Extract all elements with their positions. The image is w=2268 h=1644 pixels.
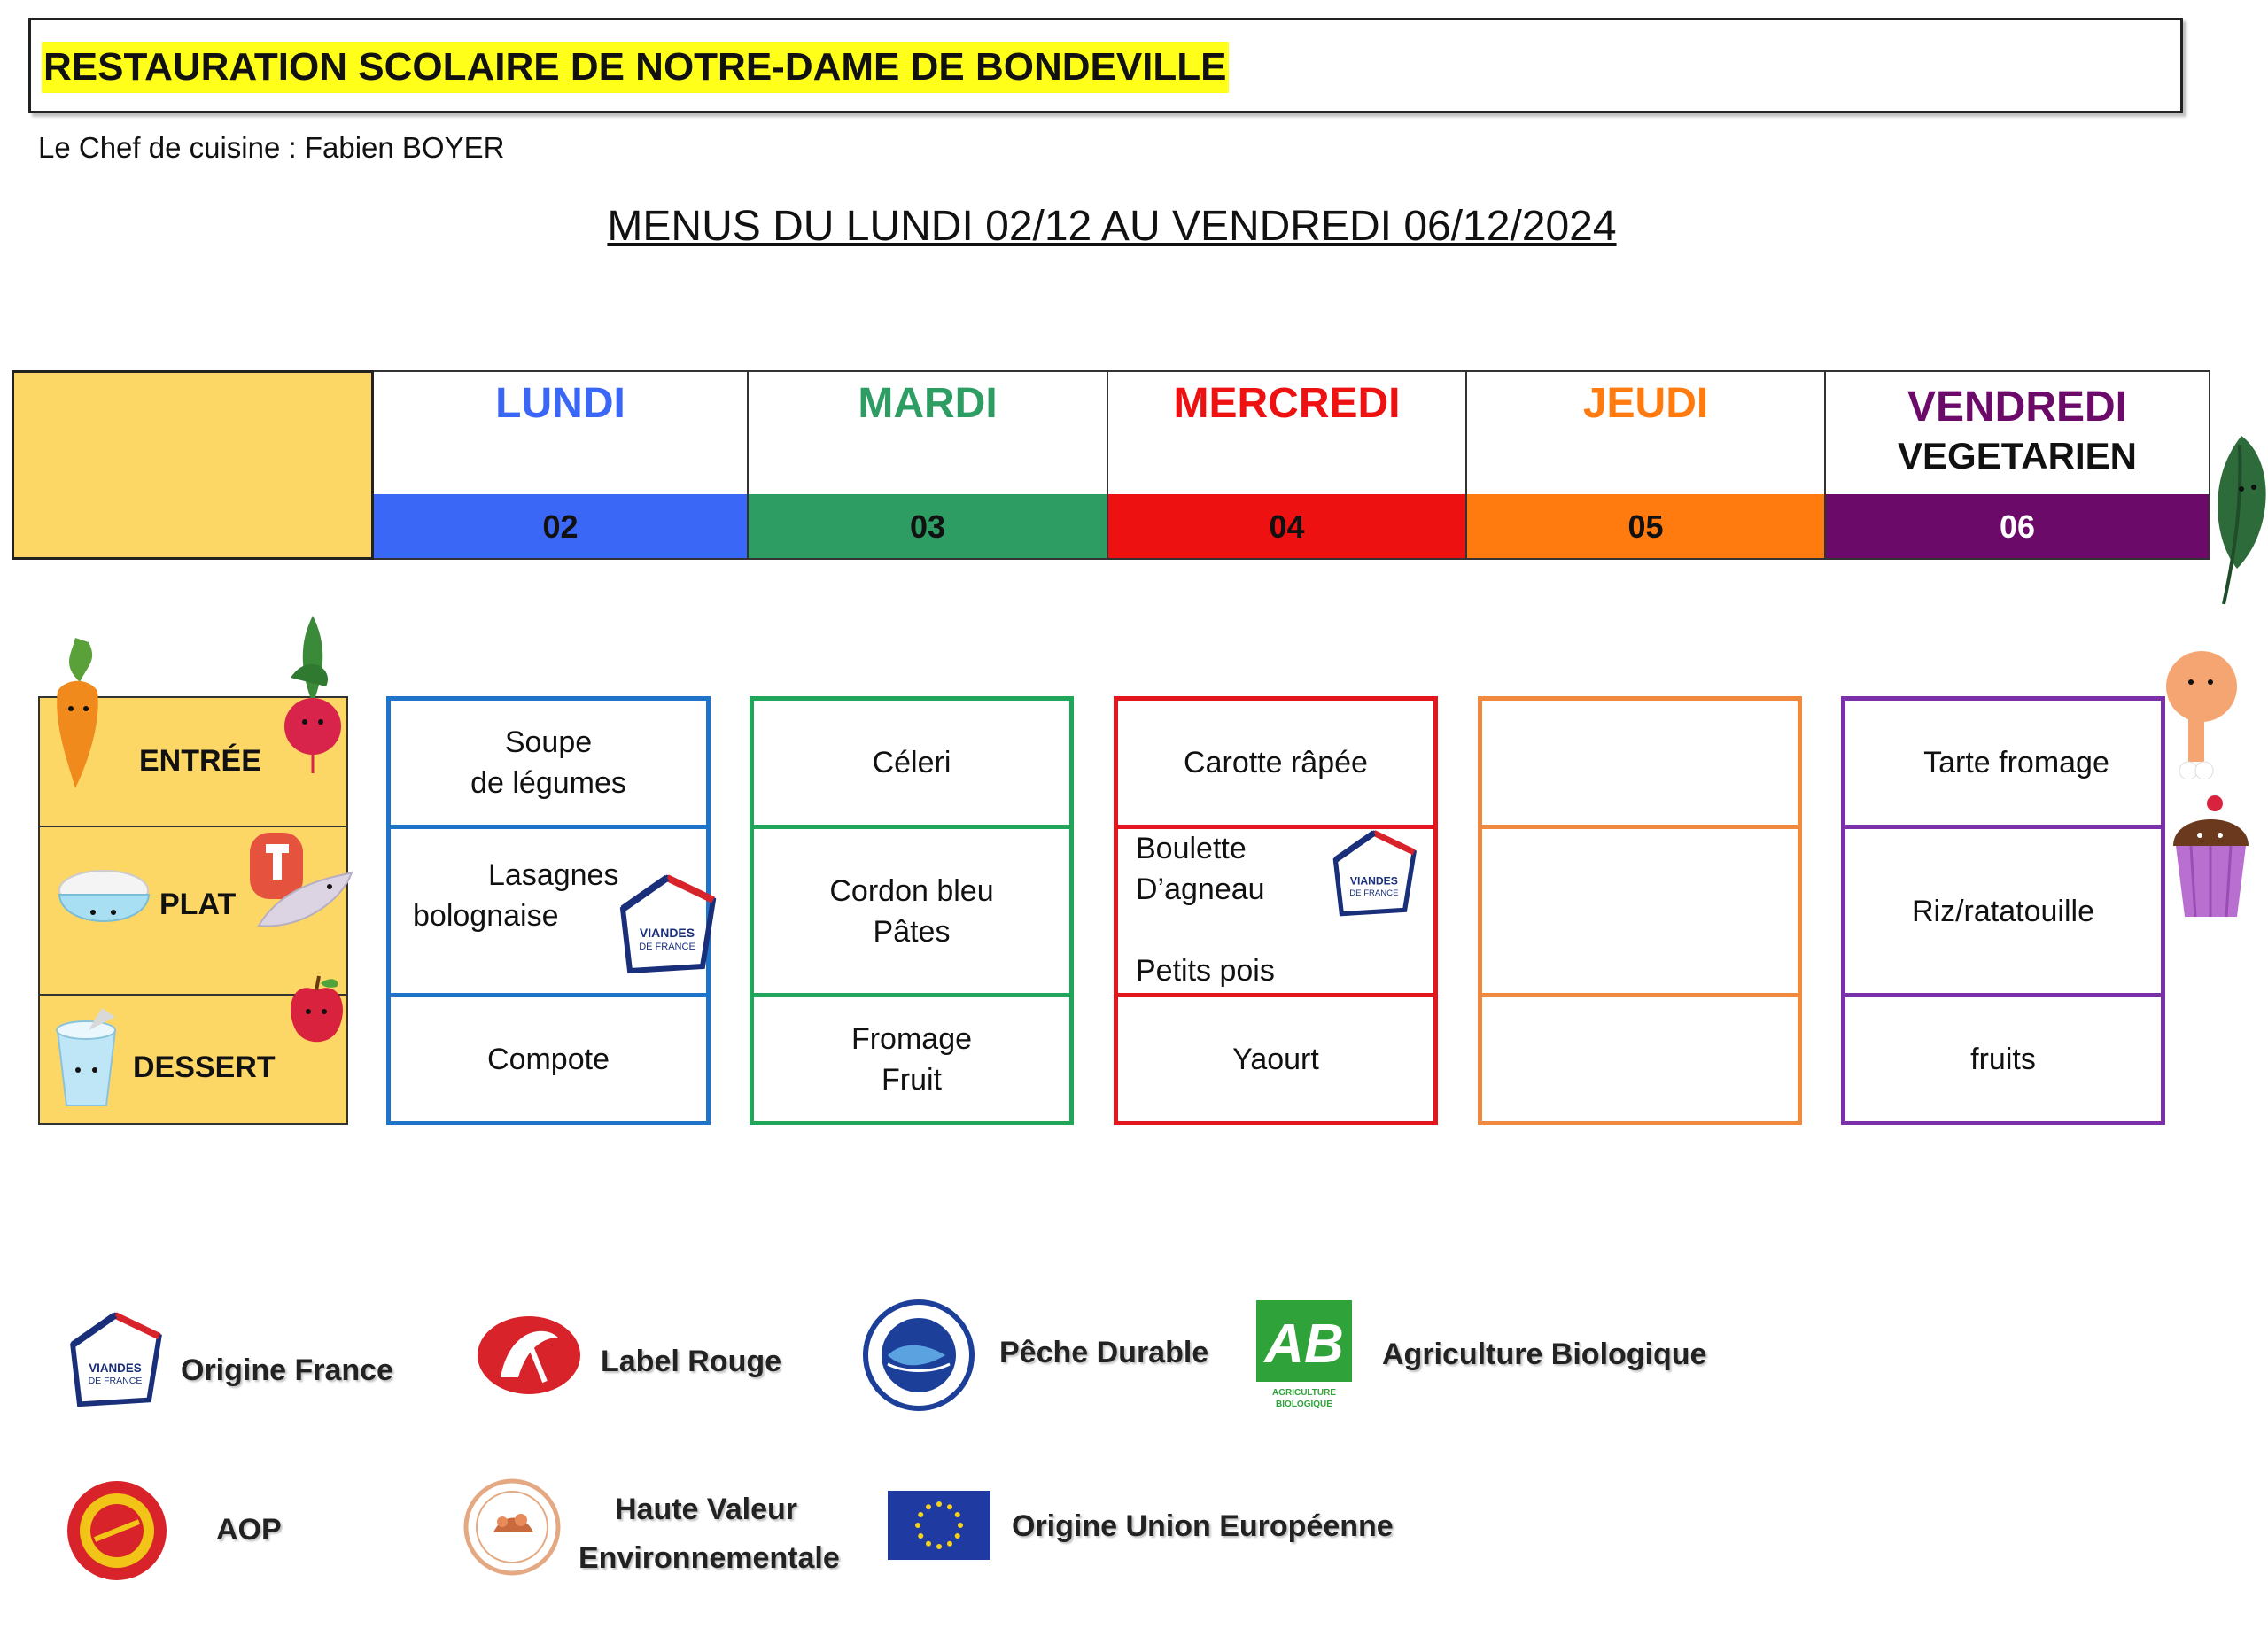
menu-mardi-dessert: Fromage Fruit (850, 1022, 973, 1097)
chef-credit: Le Chef de cuisine : Fabien BOYER (38, 131, 505, 164)
menu-jeudi-dessert (1482, 997, 1798, 1121)
menu-jeudi-entree (1482, 701, 1798, 825)
eu-star-icon (958, 1523, 963, 1528)
eu-star-icon (926, 1541, 931, 1547)
day-name-jeudi: JEUDI (1582, 380, 1709, 427)
menu-jeudi-plat (1482, 829, 1798, 993)
menu-vendredi-plat: Riz/ratatouille (1912, 894, 2094, 928)
eu-star-icon (918, 1533, 923, 1539)
legend-peche-durable: Pêche Durable (999, 1336, 1209, 1369)
viandes-line1: VIANDES (89, 1361, 142, 1375)
day-number-mardi: 03 (749, 494, 1108, 560)
menu-column-mercredi (1114, 696, 1438, 1125)
eu-star-icon (936, 1501, 942, 1507)
viandes-de-france-badge (1326, 829, 1420, 918)
eu-star-icon (918, 1512, 923, 1517)
cupcake-icon (2169, 793, 2253, 921)
apple-icon (284, 974, 350, 1045)
day-name-mercredi: MERCREDI (1173, 380, 1401, 427)
title-box (28, 18, 2183, 113)
viandes-line1: VIANDES (639, 926, 695, 940)
legend-hve-line1: Haute Valeur (615, 1493, 797, 1526)
viandes-line1: VIANDES (1349, 874, 1398, 888)
menu-mardi-plat: Cordon bleu Pâtes (829, 873, 994, 949)
menu-vendredi-dessert: fruits (1970, 1043, 2036, 1076)
carrot-icon (49, 638, 111, 797)
eu-star-icon (915, 1523, 920, 1528)
day-name-mardi: MARDI (858, 380, 998, 427)
menu-lundi-plat-line1: Lasagnes (488, 858, 619, 892)
yogurt-icon (53, 1008, 120, 1110)
category-label-entree: ENTRÉE (139, 744, 261, 778)
eu-star-icon (926, 1504, 931, 1509)
peche-durable-logo (861, 1298, 976, 1413)
day-header-vendredi (1826, 370, 2210, 494)
day-number-jeudi: 05 (1467, 494, 1826, 560)
ab-logo-sub2: BIOLOGIQUE (1276, 1400, 1332, 1409)
menu-lundi-entree: Soupe de légumes (470, 725, 626, 800)
divider (391, 825, 706, 829)
eu-star-icon (936, 1544, 942, 1549)
eu-star-icon (955, 1512, 960, 1517)
menu-mercredi-plat-line2: D’agneau (1136, 872, 1265, 906)
page-title: RESTAURATION SCOLAIRE DE NOTRE-DAME DE BONDEVILLE (42, 42, 1229, 93)
day-sub-vendredi: VEGETARIEN (1898, 435, 2137, 477)
legend-origine-france: Origine France (181, 1353, 393, 1387)
origine-france-logo (62, 1311, 167, 1408)
spinach-leaf-icon (2188, 427, 2268, 613)
menu-mercredi-entree: Carotte râpée (1184, 746, 1368, 779)
day-number-vendredi: 06 (1826, 494, 2210, 560)
ab-bio-logo (1256, 1300, 1352, 1411)
day-header-jeudi (1467, 370, 1826, 494)
menu-mercredi-dessert: Yaourt (1232, 1043, 1319, 1076)
day-header-mercredi (1108, 370, 1467, 494)
day-name-vendredi: VENDREDI (1907, 384, 2128, 430)
eu-flag-icon (888, 1491, 990, 1560)
menu-mardi-entree: Céleri (872, 746, 951, 779)
legend-agriculture-biologique: Agriculture Biologique (1382, 1338, 1707, 1371)
hve-logo (462, 1477, 562, 1577)
legend-label-rouge: Label Rouge (601, 1345, 782, 1378)
radish-icon (273, 616, 353, 775)
day-number-mercredi: 04 (1108, 494, 1467, 560)
ab-logo-text: AB (1264, 1314, 1344, 1375)
eu-star-icon (955, 1533, 960, 1539)
category-label-plat: PLAT (159, 888, 237, 921)
header-corner-cell (12, 370, 374, 560)
cheese-bowl-icon (53, 864, 155, 943)
day-header-mardi (749, 370, 1108, 494)
menu-lundi-plat-line2: bolognaise (413, 899, 559, 933)
menu-vendredi-entree: Tarte fromage (1923, 746, 2109, 779)
category-label-dessert: DESSERT (133, 1051, 276, 1084)
menu-column-vendredi (1841, 696, 2165, 1125)
menu-lundi-dessert: Compote (487, 1043, 610, 1076)
legend-hve-line2: Environnementale (579, 1541, 840, 1575)
label-rouge-logo (474, 1311, 585, 1400)
menu-mercredi-plat-line1: Boulette (1136, 832, 1247, 865)
ab-logo-sub1: AGRICULTURE (1271, 1388, 1337, 1398)
chicken-leg-icon (2162, 647, 2241, 779)
eu-star-icon (947, 1504, 952, 1509)
menu-week-title: MENUS DU LUNDI 02/12 AU VENDREDI 06/12/2024 (607, 203, 1617, 250)
day-number-lundi: 02 (374, 494, 749, 560)
day-header-lundi (374, 370, 749, 494)
legend-aop: AOP (216, 1513, 282, 1547)
viandes-line2: DE FRANCE (639, 942, 695, 952)
meat-fish-icon (241, 828, 356, 943)
day-name-lundi: LUNDI (495, 380, 625, 427)
menu-mercredi-plat-line3: Petits pois (1136, 954, 1275, 988)
menu-column-lundi (386, 696, 711, 1125)
viandes-line2: DE FRANCE (1349, 888, 1399, 898)
viandes-line2: DE FRANCE (88, 1376, 143, 1387)
legend-origine-ue: Origine Union Européenne (1012, 1509, 1394, 1543)
menu-column-mardi (750, 696, 1074, 1125)
viandes-de-france-badge (614, 873, 718, 975)
aop-logo (64, 1477, 170, 1584)
eu-star-icon (947, 1541, 952, 1547)
menu-column-jeudi (1478, 696, 1802, 1125)
